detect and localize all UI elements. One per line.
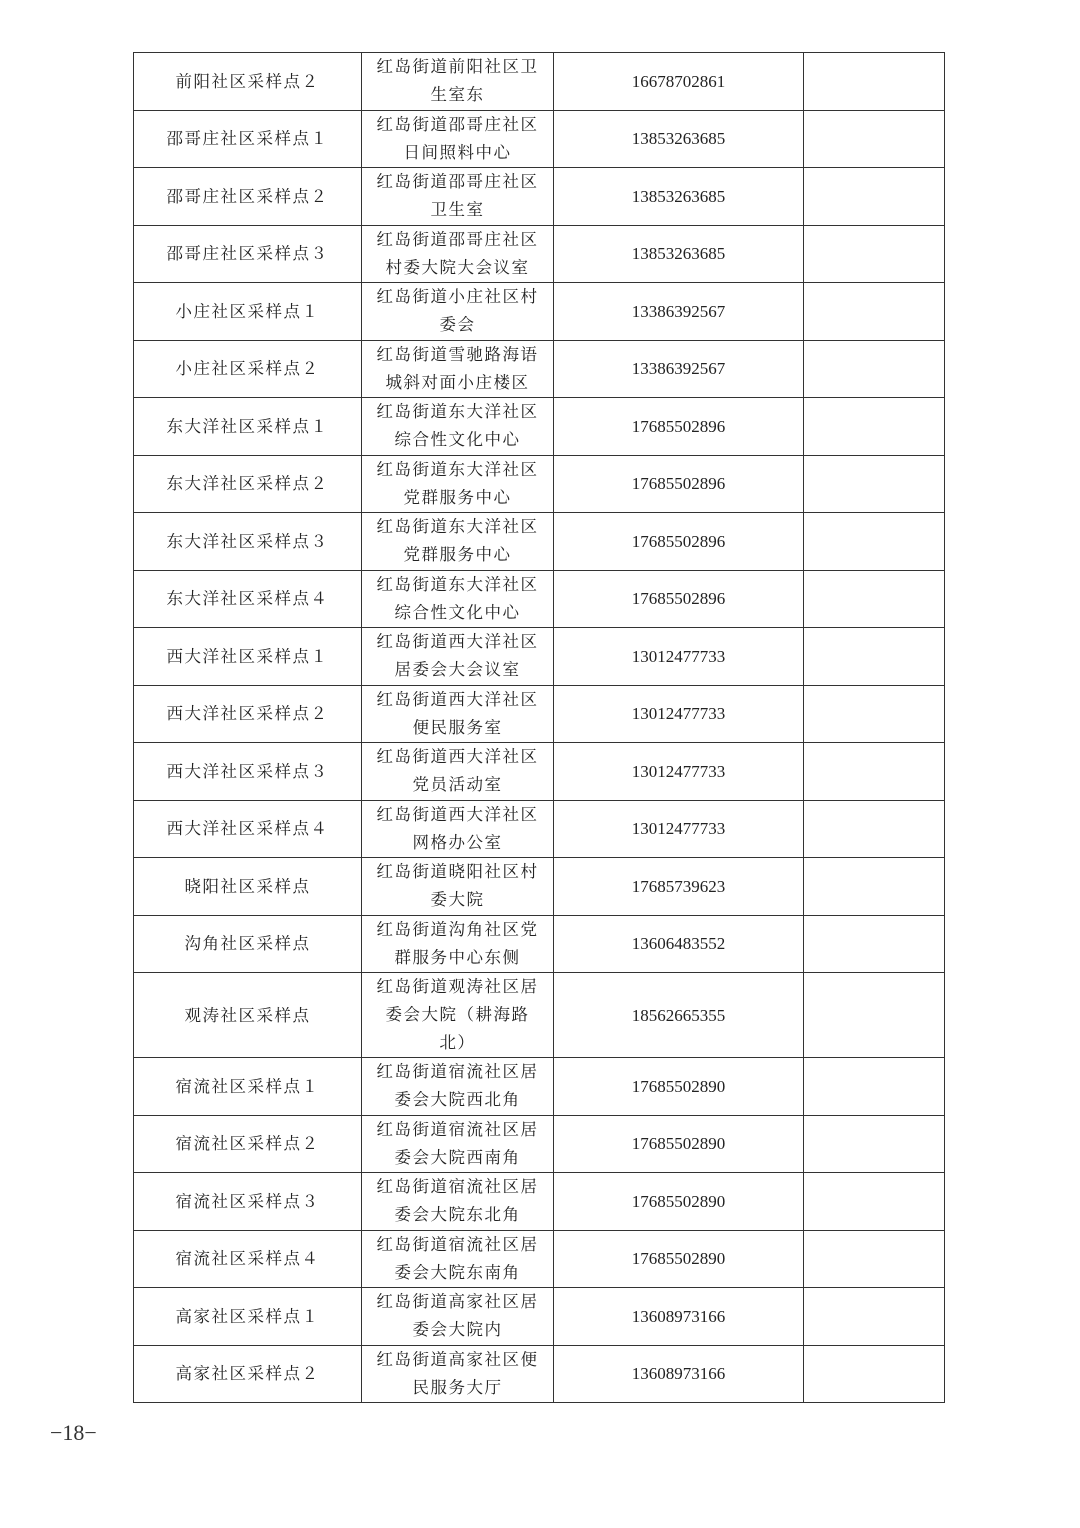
phone-cell: 18562665355 xyxy=(554,973,804,1058)
table-row xyxy=(134,53,945,111)
note-cell xyxy=(804,800,945,858)
note-cell xyxy=(804,1230,945,1288)
table-row xyxy=(134,1288,945,1346)
table-row xyxy=(134,915,945,973)
site-name-cell: 东大洋社区采样点１ xyxy=(134,398,362,456)
note-cell xyxy=(804,168,945,226)
table-row xyxy=(134,1230,945,1288)
phone-cell: 13853263685 xyxy=(554,225,804,283)
note-cell xyxy=(804,225,945,283)
phone-cell: 13012477733 xyxy=(554,685,804,743)
table-row xyxy=(134,1173,945,1231)
phone-cell: 13386392567 xyxy=(554,340,804,398)
table-row xyxy=(134,858,945,916)
site-name-cell: 西大洋社区采样点１ xyxy=(134,628,362,686)
address-cell: 红岛街道西大洋社区居委会大会议室 xyxy=(362,628,554,686)
address-cell: 红岛街道高家社区居委会大院内 xyxy=(362,1288,554,1346)
site-name-cell: 西大洋社区采样点３ xyxy=(134,743,362,801)
phone-cell: 13853263685 xyxy=(554,168,804,226)
phone-cell: 17685502890 xyxy=(554,1230,804,1288)
note-cell xyxy=(804,1288,945,1346)
site-name-cell: 高家社区采样点２ xyxy=(134,1345,362,1403)
note-cell xyxy=(804,1173,945,1231)
site-name-cell: 东大洋社区采样点２ xyxy=(134,455,362,513)
site-name-cell: 东大洋社区采样点４ xyxy=(134,570,362,628)
site-name-cell: 邵哥庄社区采样点１ xyxy=(134,110,362,168)
note-cell xyxy=(804,110,945,168)
site-name-cell: 邵哥庄社区采样点３ xyxy=(134,225,362,283)
table-row xyxy=(134,1345,945,1403)
phone-cell: 17685502896 xyxy=(554,513,804,571)
site-name-cell: 西大洋社区采样点４ xyxy=(134,800,362,858)
note-cell xyxy=(804,570,945,628)
table-row xyxy=(134,283,945,341)
site-name-cell: 沟角社区采样点 xyxy=(134,915,362,973)
note-cell xyxy=(804,743,945,801)
phone-cell: 13608973166 xyxy=(554,1345,804,1403)
note-cell xyxy=(804,283,945,341)
note-cell xyxy=(804,628,945,686)
site-name-cell: 前阳社区采样点２ xyxy=(134,53,362,111)
site-name-cell: 邵哥庄社区采样点２ xyxy=(134,168,362,226)
table-row xyxy=(134,743,945,801)
table-row xyxy=(134,685,945,743)
address-cell: 红岛街道宿流社区居委会大院西北角 xyxy=(362,1058,554,1116)
table-row xyxy=(134,398,945,456)
address-cell: 红岛街道雪驰路海语城斜对面小庄楼区 xyxy=(362,340,554,398)
table-row xyxy=(134,225,945,283)
address-cell: 红岛街道东大洋社区党群服务中心 xyxy=(362,513,554,571)
address-cell: 红岛街道邵哥庄社区日间照料中心 xyxy=(362,110,554,168)
note-cell xyxy=(804,915,945,973)
site-name-cell: 观涛社区采样点 xyxy=(134,973,362,1058)
table-row xyxy=(134,513,945,571)
site-name-cell: 宿流社区采样点４ xyxy=(134,1230,362,1288)
table-row xyxy=(134,1115,945,1173)
note-cell xyxy=(804,398,945,456)
site-name-cell: 晓阳社区采样点 xyxy=(134,858,362,916)
address-cell: 红岛街道西大洋社区网格办公室 xyxy=(362,800,554,858)
phone-cell: 17685502890 xyxy=(554,1173,804,1231)
table-row xyxy=(134,973,945,1058)
note-cell xyxy=(804,858,945,916)
site-name-cell: 小庄社区采样点２ xyxy=(134,340,362,398)
note-cell xyxy=(804,340,945,398)
address-cell: 红岛街道小庄社区村委会 xyxy=(362,283,554,341)
phone-cell: 17685502896 xyxy=(554,455,804,513)
site-name-cell: 小庄社区采样点１ xyxy=(134,283,362,341)
address-cell: 红岛街道邵哥庄社区村委大院大会议室 xyxy=(362,225,554,283)
sampling-site-table xyxy=(133,52,945,1403)
address-cell: 红岛街道高家社区便民服务大厅 xyxy=(362,1345,554,1403)
phone-cell: 13012477733 xyxy=(554,743,804,801)
note-cell xyxy=(804,973,945,1058)
note-cell xyxy=(804,1345,945,1403)
phone-cell: 13853263685 xyxy=(554,110,804,168)
phone-cell: 17685502896 xyxy=(554,398,804,456)
address-cell: 红岛街道西大洋社区党员活动室 xyxy=(362,743,554,801)
phone-cell: 13386392567 xyxy=(554,283,804,341)
address-cell: 红岛街道观涛社区居委会大院（耕海路北） xyxy=(362,973,554,1058)
phone-cell: 17685739623 xyxy=(554,858,804,916)
note-cell xyxy=(804,1058,945,1116)
table-row xyxy=(134,110,945,168)
site-name-cell: 宿流社区采样点３ xyxy=(134,1173,362,1231)
phone-cell: 17685502890 xyxy=(554,1115,804,1173)
phone-cell: 13606483552 xyxy=(554,915,804,973)
site-name-cell: 宿流社区采样点２ xyxy=(134,1115,362,1173)
address-cell: 红岛街道沟角社区党群服务中心东侧 xyxy=(362,915,554,973)
phone-cell: 13608973166 xyxy=(554,1288,804,1346)
site-name-cell: 高家社区采样点１ xyxy=(134,1288,362,1346)
table-body xyxy=(134,53,945,1403)
table-row xyxy=(134,570,945,628)
table-row xyxy=(134,628,945,686)
note-cell xyxy=(804,455,945,513)
table-row xyxy=(134,455,945,513)
note-cell xyxy=(804,513,945,571)
address-cell: 红岛街道东大洋社区综合性文化中心 xyxy=(362,570,554,628)
note-cell xyxy=(804,1115,945,1173)
address-cell: 红岛街道邵哥庄社区卫生室 xyxy=(362,168,554,226)
note-cell xyxy=(804,685,945,743)
table-row xyxy=(134,168,945,226)
site-name-cell: 宿流社区采样点１ xyxy=(134,1058,362,1116)
address-cell: 红岛街道西大洋社区便民服务室 xyxy=(362,685,554,743)
table-row xyxy=(134,1058,945,1116)
site-name-cell: 东大洋社区采样点３ xyxy=(134,513,362,571)
address-cell: 红岛街道东大洋社区综合性文化中心 xyxy=(362,398,554,456)
phone-cell: 13012477733 xyxy=(554,628,804,686)
address-cell: 红岛街道晓阳社区村委大院 xyxy=(362,858,554,916)
phone-cell: 13012477733 xyxy=(554,800,804,858)
note-cell xyxy=(804,53,945,111)
address-cell: 红岛街道宿流社区居委会大院东南角 xyxy=(362,1230,554,1288)
address-cell: 红岛街道宿流社区居委会大院西南角 xyxy=(362,1115,554,1173)
phone-cell: 16678702861 xyxy=(554,53,804,111)
site-name-cell: 西大洋社区采样点２ xyxy=(134,685,362,743)
table-row xyxy=(134,800,945,858)
address-cell: 红岛街道东大洋社区党群服务中心 xyxy=(362,455,554,513)
address-cell: 红岛街道宿流社区居委会大院东北角 xyxy=(362,1173,554,1231)
phone-cell: 17685502890 xyxy=(554,1058,804,1116)
page-number: −18− xyxy=(50,1420,97,1445)
table-row xyxy=(134,340,945,398)
phone-cell: 17685502896 xyxy=(554,570,804,628)
address-cell: 红岛街道前阳社区卫生室东 xyxy=(362,53,554,111)
